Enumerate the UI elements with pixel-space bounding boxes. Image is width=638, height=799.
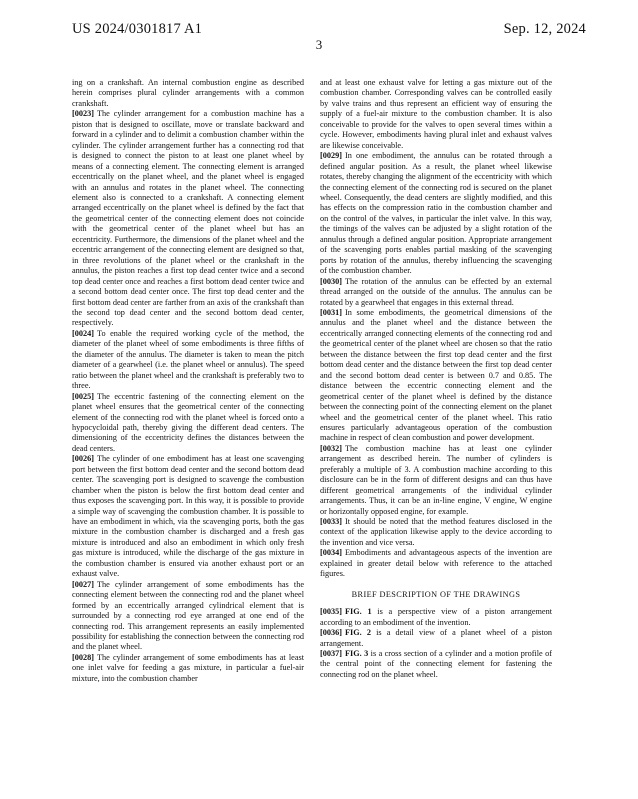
paragraph-text: To enable the required working cycle of the method, the diameter of the planet wheel of some embodiments is three fifths of the diameter of the annulus. The diameter is taken to mean the pitch diameter of a gearwheel (i.e. the planet wheel or annulus). The speed ratio between the planet wheel and the crankshaft is preferably two to three. [72,328,304,391]
paragraph-text: In some embodiments, the geometrical dimensions of the annulus and the planet wheel and the distance between the eccentrically arranged connecting elements of the connecting rod and the geometrical center of the planet wheel are chosen so that the ratio between the distance between the first top dead center and the first bottom dead center and the distance between the first top dead center and the second bottom dead center is between 0.7 and 0.85. The distance between the eccentric connecting element and the geometrical center of the planet wheel is defined by the distance between the connecting point of the connecting element on the planet wheel and the geometrical center of the planet wheel. This ratio ensures particularly advantageous operation of the combustion machine in respect of clean combustion and power development. [320,307,552,443]
paragraph-text: Embodiments and advantageous aspects of the invention are explained in greater detail below with reference to the attached figures. [320,548,552,579]
paragraph-text: The cylinder of one embodiment has at least one scavenging port between the first bottom dead center and the second bottom dead center. The scavenging port is designed to scavenge the combustion chamber when the piston is below the first bottom dead center and thus exposes the scavenging port. In this way, it is possible to provide a simple way of scavenging the combustion chamber. It is possible to have an embodiment in which, via the scavenging ports, both the gas mixture in the combustion chamber is discharged and a fresh gas mixture is introduced and also an embodiment in which only fresh gas mixture is introduced, while the discharge of the gas mixture in the combustion chamber is ensured via another exhaust port or an exhaust valve. [72,454,304,579]
paragraph-0035 [320,607,552,628]
paragraph-text: The rotation of the annulus can be effected by an external thread arranged on the outside of the annulus. The annulus can be rotated by a gearwheel that engages in this external thread. [320,276,552,307]
paragraph-text: The eccentric fastening of the connecting element on the planet wheel ensures that the geometrical center of the connecting element of the connecting rod with the planet wheel is forced onto a hypocycloidal path, thereby giving the different dead centers. The dimensioning of the eccentricity defines the distances between the dead centers. [72,391,304,453]
paragraph-0036 [320,628,552,649]
page-header-left: US 2024/0301817 A1 [72,21,203,37]
section-heading: BRIEF DESCRIPTION OF THE DRAWINGS [351,589,521,599]
paragraph-number: [0027] [72,579,94,589]
paragraph-number: [0029] [320,151,342,161]
paragraph-text: is a detail view of a planet wheel of a piston arrangement. [320,628,552,648]
paragraph-0037 [320,649,552,680]
paragraph-0026 [72,454,304,579]
paragraph-number: [0023] [72,109,94,119]
paragraph-0031 [320,308,552,444]
paragraph-0034 [320,548,552,579]
paragraph-number: [0037] [320,649,342,659]
figure-label: FIG. 3 [345,649,369,659]
paragraph-0033 [320,517,552,548]
paragraph-0032 [320,444,552,517]
paragraph-text: It should be noted that the method features disclosed in the context of the application likewise apply to the device according to the invention and vice versa. [320,517,552,547]
paragraph-text: The cylinder arrangement for a combustion machine has a piston that is designed to oscillate, move or translate backward and forward in a cylinder and to delimit a combustion chamber within the cylinder. The cylinder arrangement further has a connecting rod that is designed to connect the piston to at least one planet wheel by means of a connecting element. The connecting element is arranged eccentrically on the planet wheel, and the planet wheel is engaged with an annulus and rotates in the planet wheel. The connecting element also is connected to a crankshaft. A connecting element arranged eccentrically on the planet wheel is defined by the fact that the geometrical center of the connecting element does not coincide with the geometrical center of the planet wheel but has an eccentricity. Furthermore, the dimensions of the planet wheel and the eccentric arrangement of the connecting element are designed so that, in three revolutions of the planet wheel or the crankshaft in the annulus, the piston reaches a first top dead center twice and a second top dead center once and reaches a first bottom dead center twice and a second bottom dead center once. The first top dead center and the first bottom dead center are farther from an axis of the crankshaft than the second top dead center and the second bottom dead center, respectively. [72,109,304,328]
paragraph-0029 [320,151,552,276]
paragraph-number: [0025] [72,391,94,401]
page-number: 3 [315,37,323,52]
paragraph-text: The combustion machine has at least one cylinder arrangement as described herein. The number of cylinders is preferably a multiple of 3. A combustion machine according to this disclosure can be in the form of different designs and can thus have different geometrical arrangements of the individual cylinder arrangements. Thus, it can be an in-line engine, V engine, W engine or horizontally opposed engine, for example. [320,443,552,516]
paragraph-text: is a perspective view of a piston arrangement according to an embodiment of the invention. [320,607,552,627]
paragraph-number: [0035] [320,607,342,617]
paragraph-number: [0031] [320,307,342,317]
paragraph-number: [0030] [320,276,342,286]
paragraph-number: [0032] [320,443,342,453]
paragraph-number: [0026] [72,454,94,464]
paragraph-0030 [320,277,552,308]
paragraph-text: is a cross section of a cylinder and a motion profile of the central point of the connecting element for fastening the connecting rod on the planet wheel. [320,649,552,679]
right-column [320,78,552,680]
paragraph-text: The cylinder arrangement of some embodiments has the connecting element between the connecting rod and the planet wheel formed by an eccentrically arranged cylindrical element that is surrounded by a connecting rod eye arranged at one end of the connecting rod. This arrangement represents an easily implemented possibility for establishing the connection between the connecting rod and the planet wheel. [72,579,304,652]
figure-label: FIG. 2 [345,628,371,638]
paragraph-0025 [72,392,304,455]
paragraph-0023 [72,109,304,329]
paragraph-0024 [72,329,304,392]
paragraph-number: [0028] [72,652,94,662]
right-lead-in: and at least one exhaust valve for letting a gas mixture out of the combustion chamber. Corresponding valves can be controlled easily by valve trains and thus represent an efficient way of ensuring the supply of a fuel-air mixture to the combustion chamber. It is also conceivable to provide for the valves to open several times within a cycle. However, embodiments having plural inlet and exhaust valves are likewise conceivable. [320,78,552,150]
page-header-right: Sep. 12, 2024 [503,21,586,37]
paragraph-number: [0034] [320,548,342,558]
paragraph-number: [0024] [72,328,94,338]
paragraph-text: The cylinder arrangement of some embodiments has at least one inlet valve for feeding a gas mixture, in particular a fuel-air mixture, into the combustion chamber [72,652,304,683]
paragraph-0027 [72,580,304,653]
paragraph-number: [0036] [320,628,342,638]
left-lead-in: ing on a crankshaft. An internal combustion engine as described herein comprises plural cylinder arrangements with a common crankshaft. [72,78,304,108]
paragraph-text: In one embodiment, the annulus can be rotated through a defined angular position. As a result, the planet wheel likewise rotates, thereby changing the alignment of the eccentricity with which the connecting element of the connecting rod is secured on the planet wheel. Consequently, the dead centers are slightly modified, and this has effects on the compression ratio in the combustion chamber and on the control of the valves, in particular the inlet valve. In this way, the timings of the valves can be adjusted by a slight rotation of the annulus through a defined angular position. Appropriate arrangement of the scavenging ports enables partial masking of the scavenging ports by rotation of the annulus, thereby influencing the scavenging of the combustion chamber. [320,151,552,276]
paragraph-0028 [72,653,304,684]
left-column [72,78,304,684]
paragraph-number: [0033] [320,517,342,527]
figure-label: FIG. 1 [345,607,372,617]
